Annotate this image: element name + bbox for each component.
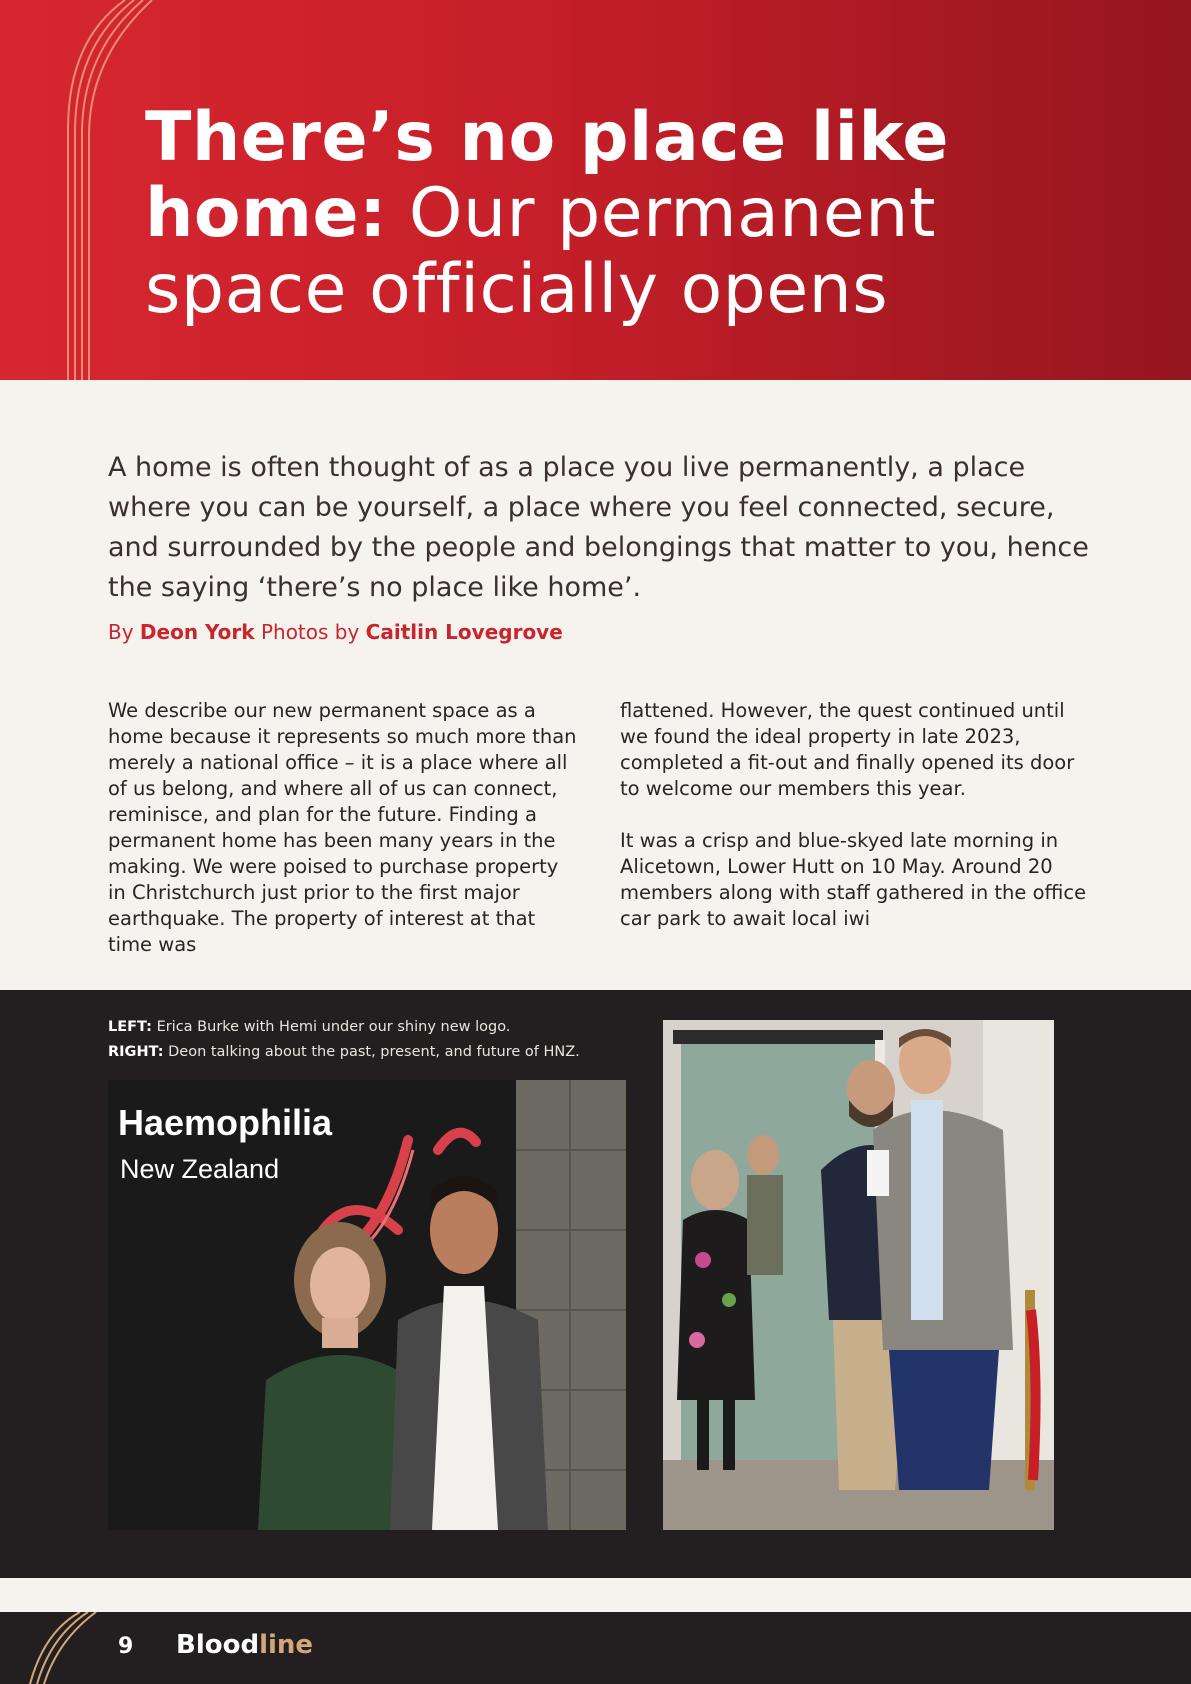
decorative-arcs-icon — [0, 0, 160, 380]
caption-right-label: RIGHT: — [108, 1044, 164, 1060]
brand-logo — [176, 1630, 313, 1660]
body-column-left — [108, 698, 578, 984]
title-bold: There’s no place like home: — [145, 98, 949, 253]
body-paragraph: We describe our new permanent space as a home because it represents so much more than merely a national office – it is a place where all of us belong, and where all of us can connect, reminisce, and plan for the future. Finding a permanent home has been many years in the making. We were poised to purchase property in Christchurch just prior to the first major earthquake. The property of interest at that time was — [108, 699, 577, 956]
photo-right-illustration — [663, 1020, 1054, 1530]
caption-left-text: Erica Burke with Hemi under our shiny new logo. — [156, 1019, 511, 1035]
page-number: 9 — [118, 1634, 134, 1659]
photo-deon-speaking — [663, 1020, 1054, 1530]
page-title — [145, 100, 1125, 328]
brand-part-blood: Blood — [176, 1630, 260, 1660]
photo-erica-and-hemi — [108, 1080, 626, 1530]
byline-prefix: By — [108, 620, 134, 644]
body-paragraph: flattened. However, the quest continued until we found the ideal property in late 2023, completed a fit-out and finally opened its door to welcome our members this year. — [620, 699, 1075, 800]
photographer-name: Caitlin Lovegrove — [365, 620, 563, 644]
caption-left — [108, 1015, 668, 1040]
page-footer — [0, 1612, 1191, 1684]
caption-right — [108, 1040, 668, 1065]
photos-prefix: Photos by — [260, 620, 360, 644]
sign-line2: New Zealand — [120, 1154, 280, 1184]
caption-left-label: LEFT: — [108, 1019, 152, 1035]
caption-right-text: Deon talking about the past, present, and future of HNZ. — [168, 1044, 580, 1060]
brand-part-line: line — [259, 1630, 314, 1660]
author-name: Deon York — [139, 620, 255, 644]
body-paragraph: It was a crisp and blue-skyed late morning in Alicetown, Lower Hutt on 10 May. Around 20 members along with staff gathered in the office car park to await local iwi — [620, 829, 1087, 930]
byline — [108, 620, 563, 644]
title-regular: Our permanent space officially opens — [145, 174, 936, 329]
sign-line1: Haemophilia — [118, 1102, 333, 1143]
body-column-right — [620, 698, 1090, 958]
decorative-arcs-icon — [0, 1612, 100, 1684]
lede-paragraph: A home is often thought of as a place you live permanently, a place where you can be yourself, a place where you feel connected, secure, and surrounded by the people and belongings that matter to you, hence the saying ‘there’s no place like home’. — [108, 452, 1089, 603]
photo-captions — [108, 1015, 668, 1065]
header-banner — [0, 0, 1191, 380]
photo-left-illustration — [108, 1080, 626, 1530]
